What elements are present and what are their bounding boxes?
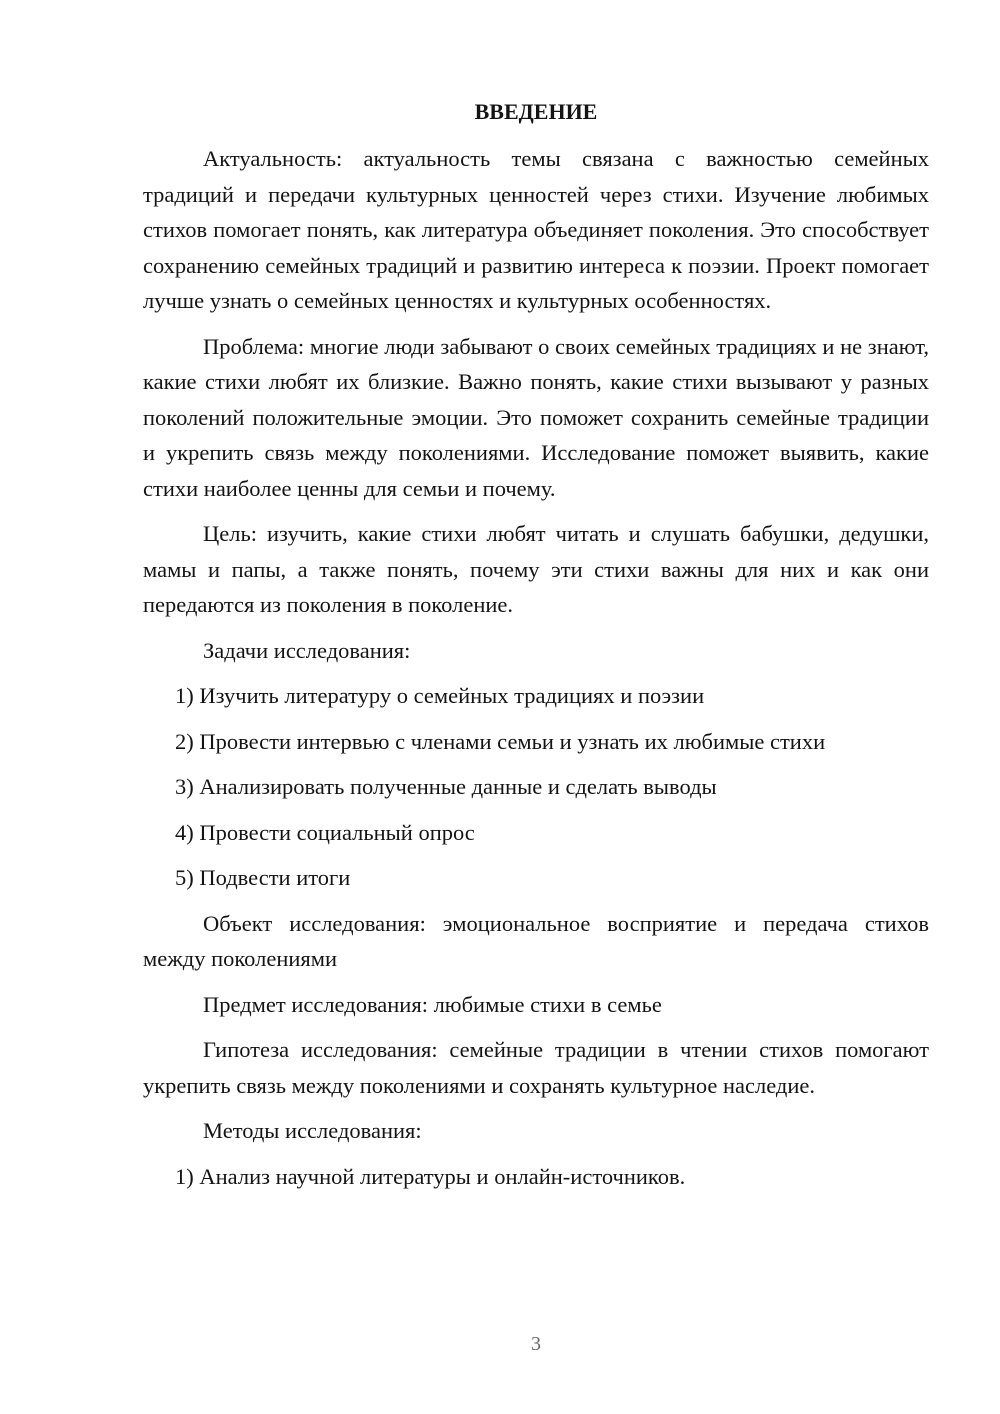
list-item: 5) Подвести итоги <box>175 865 351 890</box>
list-item: 4) Провести социальный опрос <box>175 819 475 845</box>
paragraph-goal: Цель: изучить, какие стихи любят читать и слушать бабушки, дедушки, мамы и папы, а также понять, почему эти стихи важны для них и как они передаются из поколения в поколение. <box>143 521 929 617</box>
paragraph-problem: Проблема: многие люди забывают о своих семейных традициях и не знают, какие стихи любят их близкие. Важно понять, какие стихи вызывают у разных поколений положительные эмоции. Это поможет сохранить семейные традиции и укрепить связь между поколениями. Исследование поможет выявить, какие стихи наиболее ценны для семьи и почему. <box>143 333 929 501</box>
list-item: 1) Изучить литературу о семейных традициях и поэзии <box>175 683 705 708</box>
section-heading: ВВЕДЕНИЕ <box>474 99 598 124</box>
paragraph-object: Объект исследования: эмоциональное восприятие и передача стихов между поколениями <box>143 910 929 971</box>
tasks-list <box>143 678 929 896</box>
page-number: 3 <box>531 1333 541 1355</box>
paragraph-relevance: Актуальность: актуальность темы связана с важностью семейных традиций и передачи культурных ценностей через стихи. Изучение любимых стихов помогает понять, как литература объединяет поколения. Это способствует сохранению семейных традиций и развитию интереса к поэзии. Проект помогает лучше узнать о семейных ценностях и культурных особенностях. <box>143 146 929 313</box>
list-item: 1) Анализ научной литературы и онлайн-источников. <box>175 1163 686 1189</box>
tasks-label: Задачи исследования: <box>203 637 411 663</box>
list-item: 2) Провести интервью с членами семьи и узнать их любимые стихи <box>175 728 826 754</box>
methods-label: Методы исследования: <box>203 1118 422 1143</box>
list-item: 3) Анализировать полученные данные и сделать выводы <box>175 774 717 799</box>
paragraph-subject: Предмет исследования: любимые стихи в семье <box>203 991 662 1017</box>
page-content <box>143 95 929 1204</box>
paragraph-hypothesis: Гипотеза исследования: семейные традиции в чтении стихов помогают укрепить связь между поколениями и сохранять культурное наследие. <box>143 1037 929 1098</box>
methods-list <box>143 1159 929 1195</box>
